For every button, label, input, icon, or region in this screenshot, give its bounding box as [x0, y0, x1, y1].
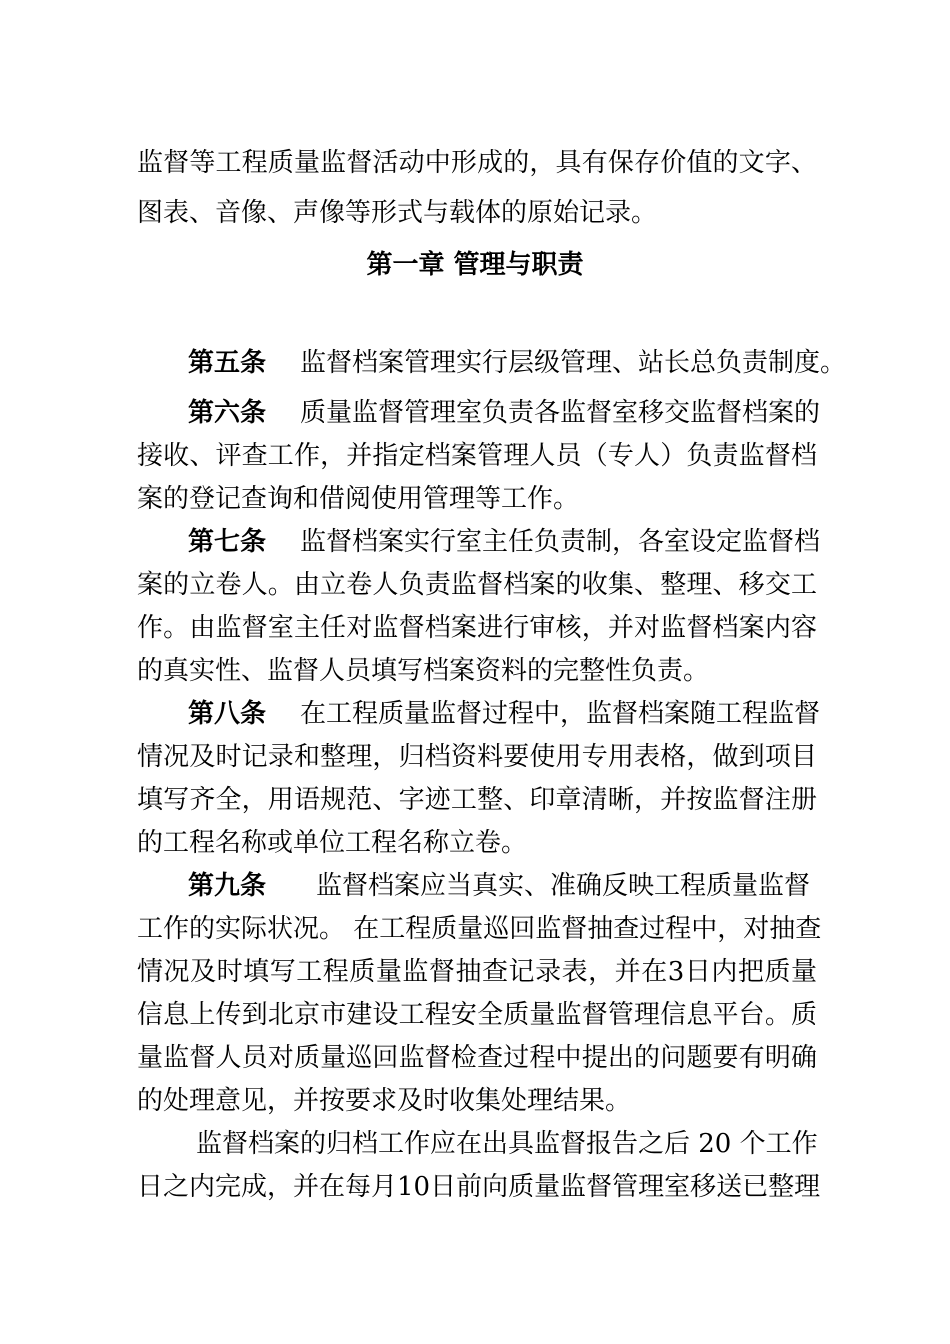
closing-line-2: 日之内完成，并在每月10日前向质量监督管理室移送已整理 — [137, 1172, 821, 1202]
article-8-line-4: 的工程名称或单位工程名称立卷。 — [137, 828, 528, 858]
article-6-line-1 — [188, 395, 821, 431]
article-6-text-1: 质量监督管理室负责各监督室移交监督档案的 — [300, 398, 821, 428]
article-7-line-4: 的真实性、监督人员填写档案资料的完整性负责。 — [137, 656, 710, 686]
article-7-line-2: 案的立卷人。由立卷人负责监督档案的收集、整理、移交工 — [137, 570, 817, 600]
article-5-line-1 — [188, 345, 847, 381]
article-7-label: 第七条 — [188, 527, 267, 557]
article-8-text-1: 在工程质量监督过程中，监督档案随工程监督 — [300, 699, 821, 729]
article-9-line-3: 情况及时填写工程质量监督抽查记录表，并在3日内把质量 — [137, 957, 817, 987]
closing-line-1: 监督档案的归档工作应在出具监督报告之后 20 个工作 — [196, 1129, 818, 1159]
chapter-heading: 第一章 管理与职责 — [366, 250, 584, 280]
article-6-label: 第六条 — [188, 398, 267, 428]
intro-line-1: 监督等工程质量监督活动中形成的，具有保存价值的文字、 — [137, 148, 817, 178]
article-8-label: 第八条 — [188, 699, 267, 729]
article-9-line-4: 信息上传到北京市建设工程安全质量监督管理信息平台。质 — [137, 1000, 817, 1030]
article-9-text-1: 监督档案应当真实、准确反映工程质量监督 — [316, 871, 811, 901]
article-8-line-3: 填写齐全，用语规范、字迹工整、印章清晰，并按监督注册 — [137, 785, 817, 815]
article-9-line-5: 量监督人员对质量巡回监督检查过程中提出的问题要有明确 — [137, 1043, 817, 1073]
article-6-line-2: 接收、评查工作，并指定档案管理人员（专人）负责监督档 — [137, 441, 817, 471]
article-9-line-6: 的处理意见，并按要求及时收集处理结果。 — [137, 1086, 632, 1116]
article-9-label: 第九条 — [188, 871, 267, 901]
article-5-label: 第五条 — [188, 348, 267, 378]
article-7-line-1 — [188, 524, 821, 560]
article-7-line-3: 作。由监督室主任对监督档案进行审核，并对监督档案内容 — [137, 613, 817, 643]
article-7-text-1: 监督档案实行室主任负责制，各室设定监督档 — [300, 527, 821, 557]
article-9-line-2: 工作的实际状况。 在工程质量巡回监督抽查过程中，对抽查 — [137, 914, 822, 944]
article-5-text-1: 监督档案管理实行层级管理、站长总负责制度。 — [300, 348, 847, 378]
intro-line-2: 图表、音像、声像等形式与载体的原始记录。 — [137, 198, 658, 228]
article-8-line-2: 情况及时记录和整理，归档资料要使用专用表格，做到项目 — [137, 742, 817, 772]
article-9-line-1 — [188, 868, 817, 904]
article-8-line-1 — [188, 696, 821, 732]
article-6-line-3: 案的登记查询和借阅使用管理等工作。 — [137, 484, 580, 514]
